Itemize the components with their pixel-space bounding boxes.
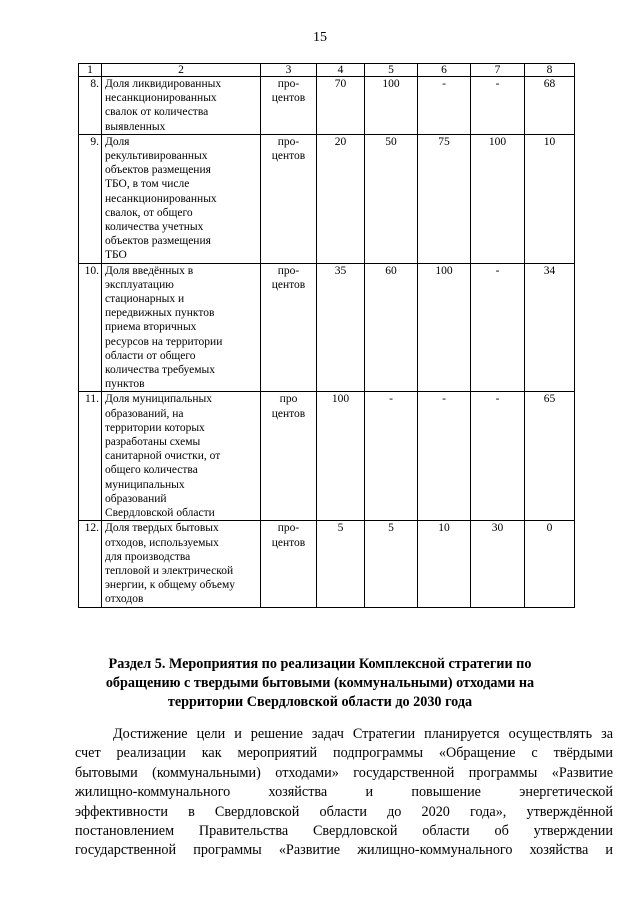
value-cell-col4: 35: [317, 263, 365, 392]
indicator-name-line: области от общего: [105, 349, 196, 362]
unit-line: центов: [271, 278, 306, 291]
indicator-name-cell: [102, 521, 261, 607]
value-cell-col7: 100: [471, 134, 525, 263]
value-cell-col6: 10: [418, 521, 471, 607]
unit-cell: [261, 263, 317, 392]
section-title-line: территории Свердловской области до 2030 года: [167, 694, 473, 710]
indicators-table: [78, 63, 575, 608]
indicator-name-line: стационарных и: [105, 293, 185, 306]
indicator-name-line: отходов, используемых: [105, 536, 219, 549]
header-cell: 7: [471, 64, 525, 77]
unit-line: про-: [277, 522, 300, 535]
value-cell-col8: 65: [525, 392, 575, 521]
row-number-cell: 9.: [79, 134, 102, 263]
value-cell-col7: -: [471, 263, 525, 392]
unit-cell: [261, 134, 317, 263]
value-cell-col8: 10: [525, 134, 575, 263]
body-line: эффективности в Свердловской области до 2020 года», утверждённой: [75, 803, 613, 820]
indicator-name-cell: [102, 77, 261, 135]
header-cell: 1: [79, 64, 102, 77]
value-cell-col6: -: [418, 77, 471, 135]
table-row: [79, 77, 575, 135]
section-title-line: Раздел 5. Мероприятия по реализации Комплексной стратегии по: [108, 656, 532, 672]
indicator-name-line: Доля твердых бытовых: [105, 522, 219, 535]
body-line: жилищно-коммунального хозяйства и повышение энергетической: [75, 784, 613, 801]
indicator-name-line: образований: [105, 492, 167, 505]
indicator-name-line: свалок от количества: [105, 106, 209, 119]
indicator-name-line: количества требуемых: [105, 364, 215, 377]
unit-line: центов: [271, 92, 306, 105]
unit-line: центов: [271, 536, 306, 549]
body-line: бытовыми (коммунальными) отходами» государственной программы «Развитие: [75, 764, 613, 781]
body-line: счет реализации как мероприятий подпрограммы «Обращение с твёрдыми: [75, 745, 613, 762]
indicator-name-line: отходов: [105, 593, 144, 606]
value-cell-col4: 70: [317, 77, 365, 135]
table-row: [79, 134, 575, 263]
value-cell-col4: 20: [317, 134, 365, 263]
value-cell-col8: 68: [525, 77, 575, 135]
row-number-cell: 11.: [79, 392, 102, 521]
indicator-name-line: для производства: [105, 550, 191, 563]
indicator-name-line: территории которых: [105, 421, 205, 434]
indicator-name-line: объектов размещения: [105, 235, 211, 248]
table-row: [79, 392, 575, 521]
indicator-name-line: энергии, к общему объему: [105, 579, 236, 592]
indicator-name-line: разработаны схемы: [105, 436, 201, 449]
indicator-name-line: Доля муниципальных: [105, 393, 212, 406]
value-cell-col8: 0: [525, 521, 575, 607]
indicator-name-line: Доля: [105, 135, 130, 148]
unit-line: про-: [277, 78, 300, 90]
indicator-name-line: несанкционированных: [105, 192, 217, 205]
indicator-name-line: Доля введённых в: [105, 264, 194, 277]
value-cell-col5: 60: [365, 263, 418, 392]
section-title-line: обращению с твердыми бытовыми (коммунальными) отходами на: [105, 675, 535, 691]
indicator-name-cell: [102, 263, 261, 392]
unit-line: центов: [271, 407, 306, 420]
unit-line: про-: [277, 135, 300, 148]
row-number-cell: 12.: [79, 521, 102, 607]
indicator-name-cell: [102, 392, 261, 521]
page-number: 15: [313, 30, 327, 45]
indicator-name-line: свалок, от общего: [105, 206, 193, 219]
body-paragraph: [75, 725, 613, 861]
indicator-name-line: объектов размещения: [105, 164, 211, 177]
indicator-name-line: Доля ликвидированных: [105, 78, 222, 90]
indicator-name-line: приема вторичных: [105, 321, 197, 334]
indicator-name-line: муниципальных: [105, 478, 185, 491]
header-cell: 2: [102, 64, 261, 77]
value-cell-col7: -: [471, 77, 525, 135]
indicator-name-line: несанкционированных: [105, 92, 217, 105]
value-cell-col4: 100: [317, 392, 365, 521]
row-number-cell: 10.: [79, 263, 102, 392]
body-line: постановлением Правительства Свердловской области об утверждении: [75, 823, 613, 840]
section-title: [70, 655, 570, 712]
indicator-name-line: выявленных: [105, 120, 166, 133]
value-cell-col7: 30: [471, 521, 525, 607]
indicator-name-line: передвижных пунктов: [105, 307, 215, 320]
indicator-name-line: ресурсов на территории: [105, 335, 223, 348]
value-cell-col6: -: [418, 392, 471, 521]
value-cell-col7: -: [471, 392, 525, 521]
header-cell: 6: [418, 64, 471, 77]
indicator-name-line: Свердловской области: [105, 507, 215, 520]
unit-cell: [261, 77, 317, 135]
indicator-name-line: тепловой и электрической: [105, 564, 234, 577]
unit-line: центов: [271, 150, 306, 163]
value-cell-col4: 5: [317, 521, 365, 607]
indicator-name-line: санитарной очистки, от: [105, 450, 221, 463]
indicator-name-line: ТБО, в том числе: [105, 178, 190, 191]
header-cell: 5: [365, 64, 418, 77]
value-cell-col5: 50: [365, 134, 418, 263]
indicator-name-line: количества учетных: [105, 221, 204, 234]
value-cell-col6: 75: [418, 134, 471, 263]
indicator-name-line: общего количества: [105, 464, 198, 477]
value-cell-col6: 100: [418, 263, 471, 392]
value-cell-col8: 34: [525, 263, 575, 392]
indicator-name-line: эксплуатацию: [105, 278, 174, 291]
header-cell: 8: [525, 64, 575, 77]
header-cell: 3: [261, 64, 317, 77]
value-cell-col5: 100: [365, 77, 418, 135]
indicator-name-line: ТБО: [105, 249, 127, 262]
indicator-name-line: рекультивированных: [105, 150, 208, 163]
value-cell-col5: 5: [365, 521, 418, 607]
row-number-cell: 8.: [79, 77, 102, 135]
unit-cell: [261, 392, 317, 521]
table-row: [79, 263, 575, 392]
unit-line: про-: [277, 264, 300, 277]
unit-line: про: [279, 393, 298, 406]
table-row: [79, 521, 575, 607]
indicator-name-cell: [102, 134, 261, 263]
body-line: государственной программы «Развитие жилищно-коммунального хозяйства и: [75, 842, 613, 859]
value-cell-col5: -: [365, 392, 418, 521]
indicator-name-line: пунктов: [105, 378, 145, 391]
indicator-name-line: образований, на: [105, 407, 184, 420]
unit-cell: [261, 521, 317, 607]
body-line: Достижение цели и решение задач Стратегии планируется осуществлять за: [113, 726, 613, 742]
header-cell: 4: [317, 64, 365, 77]
table-header-row: [79, 64, 575, 77]
